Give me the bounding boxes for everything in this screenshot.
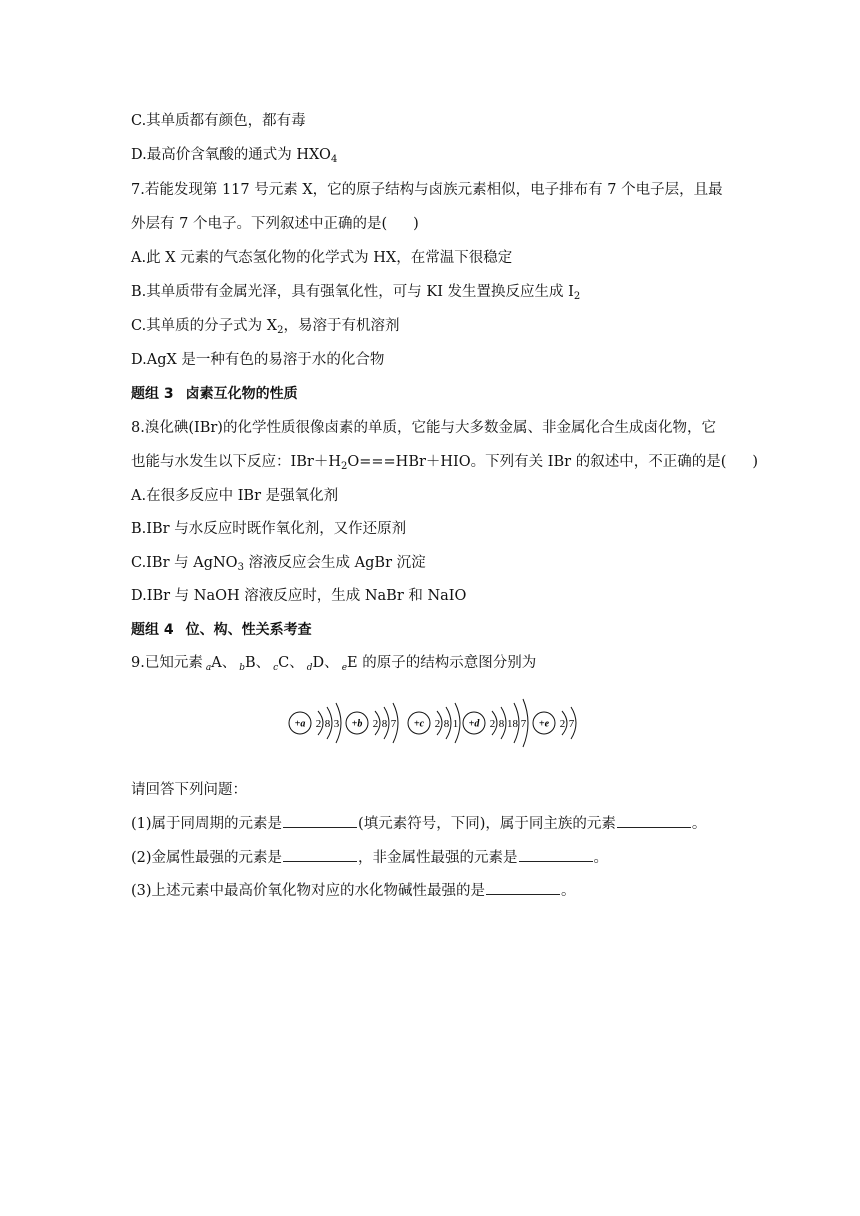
q7-option-b: B.其单质带有金属光泽，具有强氧化性，可与 KI 发生置换反应生成 $I_2$: [131, 284, 581, 302]
q9-part3: (3)上述元素中最高价氧化物对应的水化物碱性最强的是 。: [131, 880, 576, 901]
q6-option-c: C.其单质都有颜色，都有毒: [131, 113, 306, 129]
q9-part1: (1)属于同周期的元素是 (填元素符号，下同)，属于同主族的元素 。: [131, 813, 706, 834]
shell-electron-count: 8: [443, 718, 450, 730]
q8-option-b: B.IBr 与水反应时既作氧化剂，又作还原剂: [131, 521, 407, 537]
nucleus-charge: +c: [413, 718, 425, 730]
answer-blank-5[interactable]: [486, 880, 560, 895]
atom-diagram-1: [289, 703, 341, 743]
q7-option-c: C.其单质的分子式为 $X_2$，易溶于有机溶剂: [131, 318, 400, 336]
shell-electron-count: 2: [489, 718, 496, 730]
shell-electron-count: 8: [498, 718, 505, 730]
shell-electron-count: 3: [333, 718, 340, 730]
q7-option-d: D.AgX 是一种有色的易溶于水的化合物: [131, 352, 385, 368]
q8-stem-line2: 也能与水发生以下反应：$IBr+H_2O===HBr+HIO$。下列有关 IBr 的叙述中，不正确的是( ): [131, 454, 759, 472]
shell-electron-count: 2: [434, 718, 441, 730]
atom-diagram-4: [463, 699, 528, 747]
q8-option-c: C.IBr 与 AgNO$_3$ 溶液反应会生成 AgBr 沉淀: [131, 555, 426, 573]
answer-blank-3[interactable]: [283, 847, 357, 862]
q8-option-d: D.IBr 与 NaOH 溶液反应时，生成 NaBr 和 NaIO: [131, 588, 467, 604]
q9-stem: 9.已知元素 $_a$A、 $_b$B、 $_c$C、 $_d$D、 $_e$E 的原子的结构示意图分别为: [131, 655, 537, 673]
nucleus-charge: +d: [468, 718, 480, 730]
answer-blank-4[interactable]: [519, 847, 593, 862]
shell-electron-count: 8: [381, 718, 388, 730]
nucleus-charge: +e: [538, 718, 550, 730]
q9-prompt: 请回答下列问题：: [131, 782, 247, 798]
atomic-structure-diagrams: [286, 690, 586, 756]
shell-electron-count: 2: [559, 718, 566, 730]
q7-stem-line2: 外层有 7 个电子。下列叙述中正确的是( ): [131, 216, 419, 232]
answer-blank-2[interactable]: [617, 813, 691, 828]
nucleus-charge: +b: [351, 718, 363, 730]
group3-heading: 题组 3 卤素互化物的性质: [131, 386, 298, 402]
shell-electron-count: 1: [452, 718, 459, 730]
q9-part2: (2)金属性最强的元素是 ，非金属性最强的元素是 。: [131, 847, 608, 868]
atom-diagram-2: [346, 703, 398, 743]
shell-electron-count: 8: [324, 718, 331, 730]
q7-stem-line1: 7.若能发现第 117 号元素 X，它的原子结构与卤族元素相似，电子排布有 7 个电子层，且最: [131, 182, 723, 198]
q6-option-d: D.最高价含氧酸的通式为 $HXO_4$: [131, 147, 338, 165]
shell-electron-count: 18: [507, 718, 518, 730]
q8-option-a: A.在很多反应中 IBr 是强氧化剂: [131, 488, 339, 504]
atom-diagram-5: [533, 707, 576, 739]
group4-heading: 题组 4 位、构、性关系考查: [131, 622, 312, 638]
shell-electron-count: 7: [390, 718, 397, 730]
shell-electron-count: 2: [372, 718, 379, 730]
atom-diagram-3: [408, 703, 460, 743]
nucleus-charge: +a: [294, 718, 306, 730]
shell-electron-count: 7: [520, 718, 527, 730]
q7-option-a: A.此 X 元素的气态氢化物的化学式为 HX，在常温下很稳定: [131, 250, 513, 266]
shell-electron-count: 2: [315, 718, 322, 730]
q8-stem-line1: 8.溴化碘(IBr)的化学性质很像卤素的单质，它能与大多数金属、非金属化合生成卤化物，它: [131, 420, 716, 436]
shell-electron-count: 7: [568, 718, 575, 730]
answer-blank-1[interactable]: [283, 813, 357, 828]
